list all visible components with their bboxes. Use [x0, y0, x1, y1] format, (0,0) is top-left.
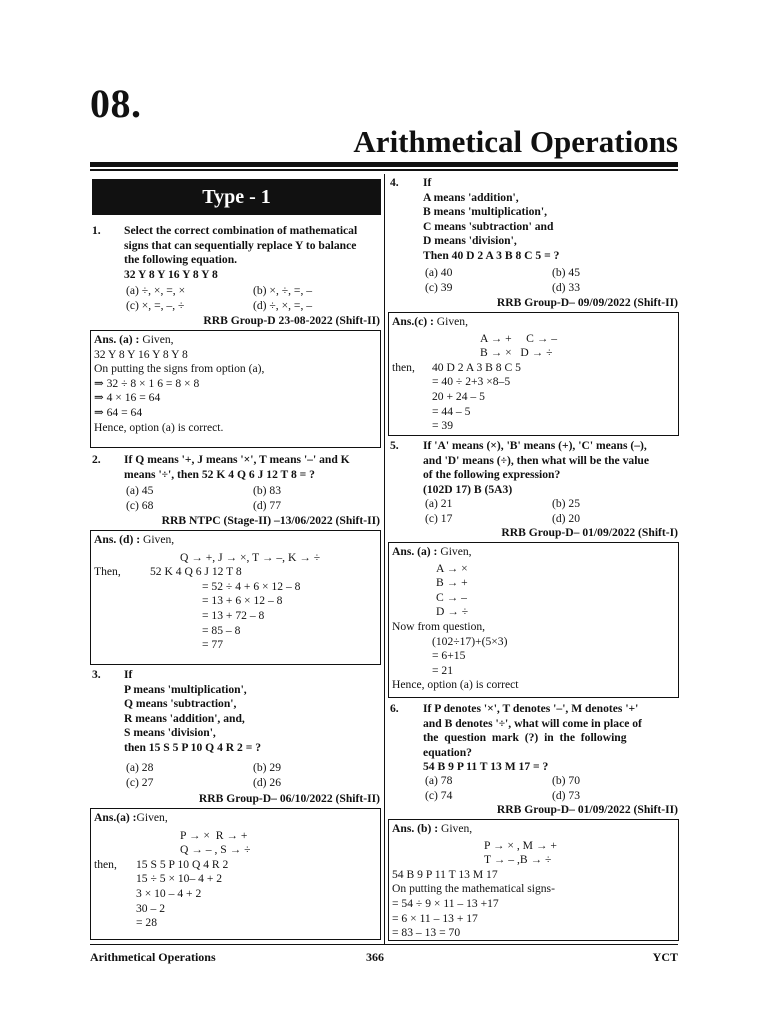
question-line: Select the correct combination of mathematical [124, 224, 358, 237]
question-number: 4. [390, 176, 399, 189]
answer-step: 3 × 10 – 4 + 2 [136, 886, 202, 900]
option-a: (a) 78 [425, 774, 453, 787]
question-3-options [126, 761, 380, 790]
question-line: of the following expression? [423, 468, 561, 482]
question-line: If P denotes '×', T denotes '–', M denotes '+' [423, 702, 639, 715]
question-5-options [425, 497, 679, 526]
answer-then: Then, [94, 565, 121, 579]
question-line: and 'D' means (÷), then what will be the value [423, 453, 650, 467]
answer-given: Given, [136, 811, 168, 824]
column-divider [384, 174, 385, 944]
answer-mapping: C → – [436, 590, 467, 604]
option-c: (c) ×, =, –, ÷ [126, 298, 185, 312]
question-line: the following equation. [124, 253, 238, 267]
answer-then: then, [392, 360, 415, 374]
page-number: 366 [366, 950, 384, 964]
question-line: C means 'subtraction' and [423, 219, 554, 233]
option-d: (d) 33 [552, 280, 581, 294]
header-rule-thick [90, 162, 678, 167]
answer-step: = 13 + 6 × 12 – 8 [202, 594, 283, 608]
option-a: (a) ÷, ×, =, × [126, 284, 186, 297]
answer-step: = 44 – 5 [432, 404, 471, 418]
question-line: If [423, 176, 432, 189]
question-source: RRB Group-D– 01/09/2022 (Shift-I) [501, 526, 678, 539]
question-line: and B denotes '÷', what will come in place of [423, 716, 642, 730]
answer-mapping: A → + C → – [480, 331, 558, 345]
question-source: RRB Group-D 23-08-2022 (Shift-II) [203, 314, 380, 327]
answer-step: = 40 ÷ 2+3 ×8–5 [432, 375, 511, 389]
question-number: 3. [92, 668, 101, 681]
answer-line: ⇒ 32 ÷ 8 × 1 6 = 8 × 8 [94, 376, 200, 390]
answer-step: = 85 – 8 [202, 623, 241, 637]
answer-given: Given, [433, 315, 468, 328]
answer-mapping: B → + [436, 576, 468, 590]
option-b: (b) 25 [552, 497, 581, 510]
question-source: RRB NTPC (Stage-II) –13/06/2022 (Shift-II) [161, 514, 380, 527]
answer-label: Ans. (a) : [392, 545, 438, 558]
answer-line: Now from question, [392, 619, 486, 633]
chapter-title: Arithmetical Operations [353, 124, 678, 159]
question-line: signs that can sequentially replace Y to balance [124, 238, 357, 252]
answer-given: Given, [438, 822, 473, 835]
option-c: (c) 17 [425, 511, 453, 525]
answer-line: Hence, option (a) is correct. [94, 420, 224, 434]
question-6-text [423, 702, 679, 775]
question-line: the question mark (?) in the following [423, 731, 627, 745]
answer-step: 20 + 24 – 5 [432, 389, 485, 403]
option-a: (a) 28 [126, 761, 154, 774]
option-c: (c) 39 [425, 280, 453, 294]
answer-box-5 [388, 542, 679, 698]
option-d: (d) 26 [253, 775, 282, 789]
question-source: RRB Group-D– 06/10/2022 (Shift-II) [198, 792, 380, 805]
option-b: (b) 45 [552, 266, 581, 279]
answer-box-4 [388, 312, 679, 436]
option-a: (a) 45 [126, 484, 154, 497]
question-line: 54 B 9 P 11 T 13 M 17 = ? [423, 760, 549, 774]
answer-step: = 13 + 72 – 8 [202, 608, 265, 622]
option-d: (d) ÷, ×, =, – [253, 298, 313, 312]
question-3-text [124, 668, 380, 756]
question-line: P means 'multiplication', [124, 682, 247, 696]
answer-mapping: Q → – , S → ÷ [180, 843, 251, 857]
option-a: (a) 21 [425, 497, 453, 510]
option-b: (b) 29 [253, 761, 282, 774]
answer-expression: 40 D 2 A 3 B 8 C 5 [432, 360, 521, 374]
answer-step: = 28 [136, 916, 158, 930]
question-source: RRB Group-D– 01/09/2022 (Shift-II) [496, 803, 678, 816]
footer-rule [90, 944, 678, 945]
answer-line: On putting the mathematical signs- [392, 882, 555, 896]
question-number: 5. [390, 439, 399, 452]
option-c: (c) 27 [126, 775, 154, 789]
answer-mapping: A → × [436, 561, 468, 575]
question-4-text [423, 176, 679, 264]
answer-step: = 6+15 [432, 649, 466, 663]
question-2-options [126, 484, 380, 513]
answer-expression: 15 S 5 P 10 Q 4 R 2 [136, 857, 229, 871]
answer-mapping: P → × , M → + [484, 838, 557, 852]
answer-mapping: Q → +, J → ×, T → –, K → ÷ [180, 550, 321, 564]
question-line: Q means 'subtraction', [124, 697, 237, 711]
option-d: (d) 20 [552, 511, 581, 525]
question-line: then 15 S 5 P 10 Q 4 R 2 = ? [124, 740, 262, 754]
answer-line: 32 Y 8 Y 16 Y 8 Y 8 [94, 347, 188, 361]
question-line: D means 'division', [423, 234, 517, 248]
footer-publisher: YCT [652, 950, 678, 964]
answer-box-6 [388, 819, 679, 941]
option-a: (a) 40 [425, 266, 453, 279]
option-c: (c) 74 [425, 788, 453, 802]
question-line: If 'A' means (×), 'B' means (+), 'C' means (–), [423, 439, 647, 452]
answer-box-3 [90, 808, 381, 940]
question-number: 2. [92, 453, 101, 466]
type-heading: Type - 1 [92, 179, 381, 215]
question-line: (102D 17) B (5A3) [423, 482, 513, 496]
answer-mapping: B → × D → ÷ [480, 346, 553, 360]
answer-step: (102÷17)+(5×3) [432, 634, 508, 648]
question-6-options [425, 774, 679, 803]
question-4-options [425, 266, 679, 295]
option-b: (b) 70 [552, 774, 581, 787]
answer-step: 30 – 2 [136, 901, 165, 915]
question-line: 32 Y 8 Y 16 Y 8 Y 8 [124, 267, 218, 281]
question-line: equation? [423, 745, 472, 759]
answer-given: Given, [140, 533, 175, 546]
question-5-text [423, 439, 679, 497]
answer-line: = 6 × 11 – 13 + 17 [392, 911, 478, 925]
question-line: B means 'multiplication', [423, 205, 547, 219]
question-line: Then 40 D 2 A 3 B 8 C 5 = ? [423, 248, 560, 262]
question-source: RRB Group-D– 09/09/2022 (Shift-II) [496, 296, 678, 309]
answer-label: Ans.(a) : [94, 811, 137, 824]
question-2-text [124, 453, 380, 482]
answer-step: = 21 [432, 663, 454, 677]
option-b: (b) ×, ÷, =, – [253, 284, 313, 297]
question-line: If Q means '+, J means '×', T means '–' and K [124, 453, 350, 466]
answer-box-2 [90, 530, 381, 665]
answer-label: Ans. (a) : [94, 333, 140, 346]
header-rule-thin [90, 169, 678, 171]
answer-step: 15 ÷ 5 × 10– 4 + 2 [136, 872, 223, 886]
question-line: means '÷', then 52 K 4 Q 6 J 12 T 8 = ? [124, 467, 315, 481]
answer-line: On putting the signs from option (a), [94, 362, 265, 376]
answer-line: = 54 ÷ 9 × 11 – 13 +17 [392, 896, 499, 910]
option-c: (c) 68 [126, 498, 154, 512]
answer-label: Ans. (b) : [392, 822, 439, 835]
answer-step: = 39 [432, 419, 454, 433]
answer-mapping: P → × R → + [180, 828, 248, 842]
question-number: 1. [92, 224, 101, 237]
question-1-text [124, 224, 380, 282]
answer-conclusion: Hence, option (a) is correct [392, 678, 519, 692]
question-number: 6. [390, 702, 399, 715]
answer-box-1 [90, 330, 381, 448]
answer-mapping: D → ÷ [436, 605, 469, 619]
question-line: R means 'addition', and, [124, 711, 245, 725]
option-d: (d) 73 [552, 788, 581, 802]
answer-then: then, [94, 857, 117, 871]
answer-line: ⇒ 4 × 16 = 64 [94, 391, 161, 405]
answer-mapping: T → – ,B → ÷ [484, 853, 552, 867]
question-line: S means 'division', [124, 726, 216, 740]
chapter-number: 08. [90, 81, 142, 126]
answer-line: ⇒ 64 = 64 [94, 405, 143, 419]
answer-given: Given, [139, 333, 174, 346]
answer-label: Ans.(c) : [392, 315, 434, 328]
question-line: A means 'addition', [423, 190, 519, 204]
answer-line: = 83 – 13 = 70 [392, 926, 461, 940]
answer-label: Ans. (d) : [94, 533, 141, 546]
question-1-options [126, 284, 380, 313]
question-line: If [124, 668, 133, 681]
answer-expression: 52 K 4 Q 6 J 12 T 8 [150, 565, 242, 579]
answer-step: = 77 [202, 638, 224, 652]
answer-given: Given, [437, 545, 472, 558]
answer-line: 54 B 9 P 11 T 13 M 17 [392, 867, 498, 881]
footer-chapter-name: Arithmetical Operations [90, 950, 216, 964]
option-d: (d) 77 [253, 498, 282, 512]
answer-step: = 52 ÷ 4 + 6 × 12 – 8 [202, 579, 301, 593]
option-b: (b) 83 [253, 484, 282, 497]
